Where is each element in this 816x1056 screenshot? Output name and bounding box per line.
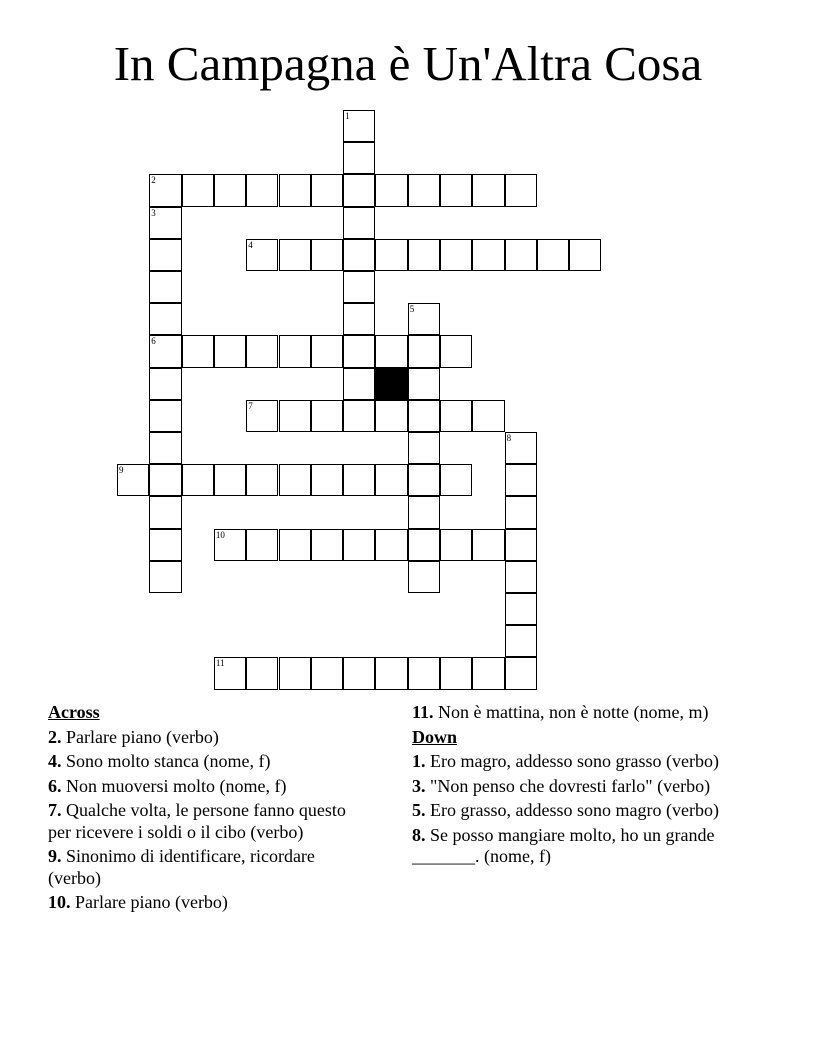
- grid-cell[interactable]: [343, 368, 375, 400]
- grid-cell[interactable]: [182, 464, 214, 496]
- grid-cell[interactable]: [472, 239, 504, 271]
- grid-cell[interactable]: [408, 368, 440, 400]
- grid-cell[interactable]: [149, 529, 181, 561]
- grid-cell[interactable]: [149, 432, 181, 464]
- grid-cell[interactable]: [505, 432, 537, 464]
- clue-across-6: 6. Non muoversi molto (nome, f): [48, 775, 287, 796]
- cell-number: 11: [215, 658, 225, 669]
- black-cell: [375, 368, 407, 400]
- grid-cell[interactable]: [149, 207, 181, 239]
- grid-cell[interactable]: [182, 174, 214, 206]
- grid-cell[interactable]: [311, 464, 343, 496]
- grid-cell[interactable]: [505, 625, 537, 657]
- grid-cell[interactable]: [343, 271, 375, 303]
- grid-cell[interactable]: [505, 239, 537, 271]
- grid-cell[interactable]: [311, 174, 343, 206]
- grid-cell[interactable]: [311, 529, 343, 561]
- grid-cell[interactable]: [408, 657, 440, 689]
- cell-number: 4: [248, 239, 253, 250]
- across-heading: Across: [48, 702, 100, 722]
- page-title: In Campagna è Un'Altra Cosa: [113, 36, 703, 91]
- grid-cell[interactable]: [440, 464, 472, 496]
- grid-cell[interactable]: [472, 174, 504, 206]
- grid-cell[interactable]: [343, 335, 375, 367]
- grid-cell[interactable]: [117, 464, 149, 496]
- grid-cell[interactable]: [246, 529, 278, 561]
- grid-cell[interactable]: [408, 464, 440, 496]
- grid-cell[interactable]: [408, 561, 440, 593]
- grid-cell[interactable]: [311, 657, 343, 689]
- clue-down-3: 3. "Non penso che dovresti farlo" (verbo): [412, 775, 711, 796]
- grid-cell[interactable]: [182, 335, 214, 367]
- grid-cell[interactable]: [505, 496, 537, 528]
- grid-cell[interactable]: [149, 303, 181, 335]
- grid-cell[interactable]: [472, 400, 504, 432]
- grid-cell[interactable]: [505, 464, 537, 496]
- grid-cell[interactable]: [408, 239, 440, 271]
- grid-cell[interactable]: [246, 239, 278, 271]
- grid-cell[interactable]: [279, 174, 311, 206]
- grid-cell[interactable]: [375, 657, 407, 689]
- grid-cell[interactable]: [408, 529, 440, 561]
- grid-cell[interactable]: [279, 657, 311, 689]
- grid-cell[interactable]: [343, 657, 375, 689]
- grid-cell[interactable]: [440, 657, 472, 689]
- grid-cell[interactable]: [311, 239, 343, 271]
- clue-down-5: 5. Ero grasso, addesso sono magro (verbo): [412, 800, 719, 820]
- clue-across-7: 7. Qualche volta, le persone fanno questo per ricevere i soldi o il cibo (verbo): [48, 800, 346, 842]
- down-heading: Down: [412, 726, 458, 747]
- grid-cell[interactable]: [343, 110, 375, 142]
- grid-cell[interactable]: [343, 142, 375, 174]
- cell-number: 8: [506, 433, 512, 443]
- cell-number: 1: [345, 111, 350, 121]
- cell-number: 10: [215, 529, 225, 540]
- grid-cell[interactable]: [375, 335, 407, 367]
- grid-cell[interactable]: [375, 174, 407, 206]
- grid-cell[interactable]: [149, 335, 181, 367]
- grid-cell[interactable]: [279, 529, 311, 561]
- grid-cell[interactable]: [408, 432, 440, 464]
- grid-cell[interactable]: [279, 239, 311, 271]
- cell-number: 7: [248, 400, 253, 411]
- grid-cell[interactable]: [440, 239, 472, 271]
- grid-cell[interactable]: [505, 657, 537, 689]
- cell-number: 2: [151, 175, 156, 186]
- grid-cell[interactable]: [569, 239, 601, 271]
- clue-down-8: 8. Se posso mangiare molto, ho un grande _______. (nome, f): [412, 824, 715, 866]
- grid-cell[interactable]: [149, 368, 181, 400]
- grid-cell[interactable]: [214, 464, 246, 496]
- grid-cell[interactable]: [214, 335, 246, 367]
- grid-cell[interactable]: [408, 400, 440, 432]
- grid-cell[interactable]: [472, 529, 504, 561]
- grid-cell[interactable]: [149, 464, 181, 496]
- grid-cell[interactable]: [408, 496, 440, 528]
- cell-number: 9: [119, 465, 124, 476]
- grid-cell[interactable]: [343, 303, 375, 335]
- grid-cell[interactable]: [279, 335, 311, 367]
- clue-across-4: 4. Sono molto stanca (nome, f): [48, 751, 271, 771]
- cell-number: 3: [151, 207, 156, 218]
- grid-cell[interactable]: [149, 496, 181, 528]
- grid-cell[interactable]: [408, 303, 440, 335]
- cell-number: 6: [151, 336, 156, 347]
- grid-cell[interactable]: [343, 400, 375, 432]
- grid-cell[interactable]: [343, 207, 375, 239]
- grid-cell[interactable]: [375, 239, 407, 271]
- grid-cell[interactable]: [149, 271, 181, 303]
- grid-cell[interactable]: [343, 464, 375, 496]
- grid-cell[interactable]: [375, 400, 407, 432]
- clue-down-1: 1. Ero magro, addesso sono grasso (verbo): [412, 751, 719, 771]
- grid-cell[interactable]: [279, 464, 311, 496]
- grid-cell[interactable]: [214, 529, 246, 561]
- clue-across-9: 9. Sinonimo di identificare, ricordare (verbo): [48, 846, 315, 888]
- grid-cell[interactable]: [246, 400, 278, 432]
- clue-across-2: 2. Parlare piano (verbo): [48, 726, 219, 747]
- grid-cell[interactable]: [149, 174, 181, 206]
- clues-left-column: [48, 702, 368, 917]
- grid-cell[interactable]: [408, 335, 440, 367]
- clue-across-10: 10. Parlare piano (verbo): [48, 892, 228, 912]
- grid-cell[interactable]: [149, 561, 181, 593]
- grid-cell[interactable]: [440, 529, 472, 561]
- grid-cell[interactable]: [408, 174, 440, 206]
- grid-cell[interactable]: [505, 174, 537, 206]
- grid-cell[interactable]: [311, 400, 343, 432]
- grid-cell[interactable]: [472, 657, 504, 689]
- grid-cell[interactable]: [214, 657, 246, 689]
- grid-cell[interactable]: [149, 239, 181, 271]
- grid-cell[interactable]: [279, 400, 311, 432]
- grid-cell[interactable]: [537, 239, 569, 271]
- grid-cell[interactable]: [246, 335, 278, 367]
- grid-cell[interactable]: [343, 174, 375, 206]
- grid-cell[interactable]: [375, 464, 407, 496]
- grid-cell[interactable]: [246, 464, 278, 496]
- grid-cell[interactable]: [149, 400, 181, 432]
- grid-cell[interactable]: [440, 400, 472, 432]
- grid-cell[interactable]: [343, 239, 375, 271]
- grid-cell[interactable]: [440, 335, 472, 367]
- grid-cell[interactable]: [343, 529, 375, 561]
- grid-cell[interactable]: [246, 174, 278, 206]
- clues-right-column: [412, 702, 742, 871]
- clue-across-11: 11. Non è mattina, non è notte (nome, m): [412, 702, 709, 722]
- grid-cell[interactable]: [505, 593, 537, 625]
- grid-cell[interactable]: [214, 174, 246, 206]
- grid-cell[interactable]: [246, 657, 278, 689]
- grid-cell[interactable]: [440, 174, 472, 206]
- grid-cell[interactable]: [311, 335, 343, 367]
- grid-cell[interactable]: [505, 529, 537, 561]
- cell-number: 5: [409, 304, 415, 315]
- grid-cell[interactable]: [375, 529, 407, 561]
- grid-cell[interactable]: [505, 561, 537, 593]
